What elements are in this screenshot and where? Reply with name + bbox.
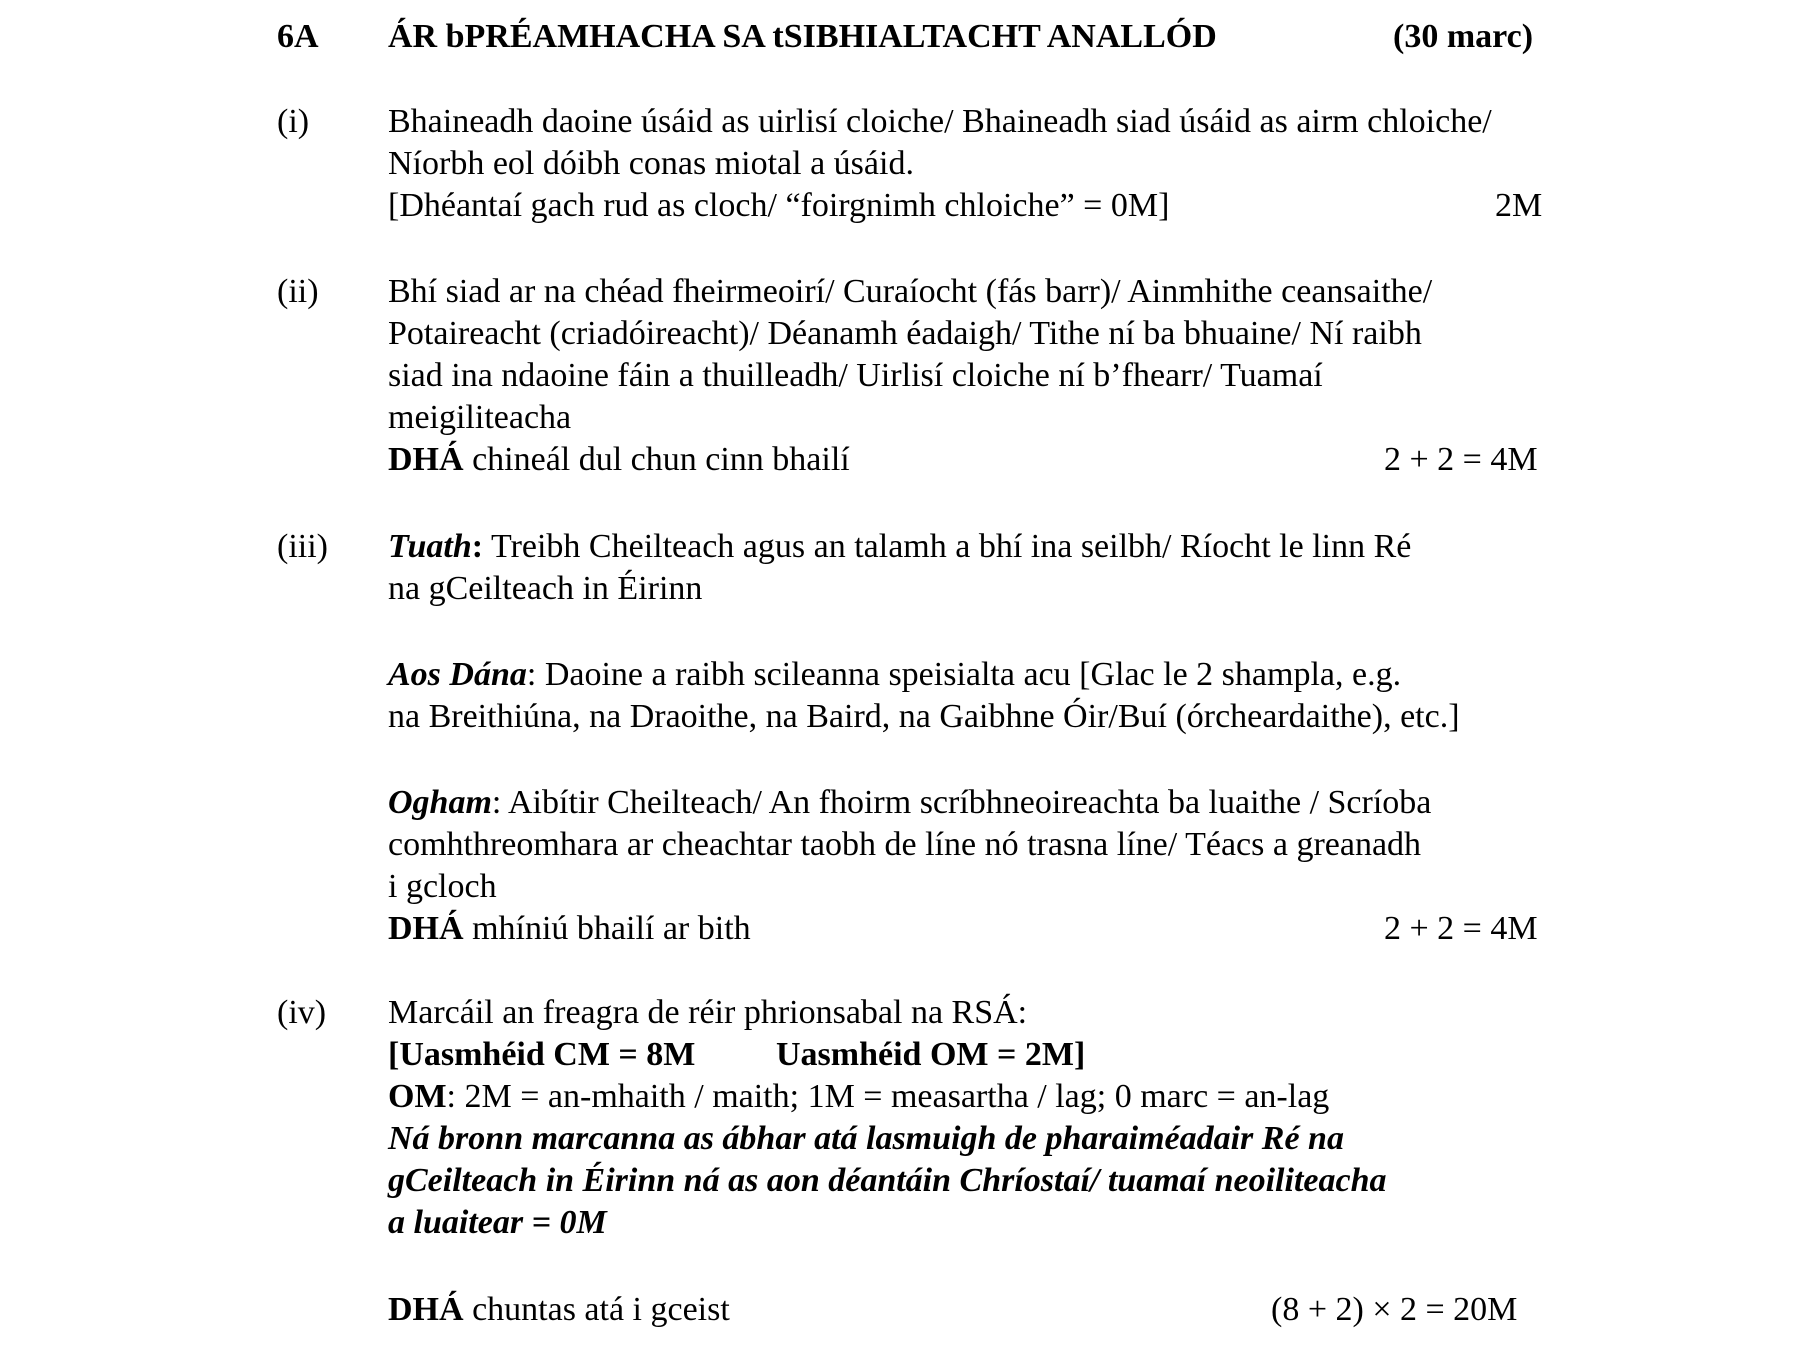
- question-ii-line-1: Bhí siad ar na chéad fheirmeoirí/ Curaíocht (fás barr)/ Ainmhithe ceansaithe/: [388, 273, 1433, 310]
- question-i-body: [388, 101, 1578, 227]
- question-iv-line-1: Marcáil an freagra de réir phrionsabal na RSÁ:: [388, 994, 1028, 1031]
- question-i-line-2: Níorbh eol dóibh conas miotal a úsáid.: [388, 145, 914, 182]
- ogham-term: Ogham: [388, 784, 492, 821]
- question-ii-footer-text: chineál dul chun cinn bhailí: [463, 441, 850, 478]
- question-iv-footer-text: chuntas atá i gceist: [463, 1291, 730, 1328]
- question-iv-italic-2: gCeilteach in Éirinn ná as aon déantáin Chríostaí/ tuamaí neoiliteacha: [388, 1162, 1387, 1199]
- section-header: [0, 16, 1818, 60]
- question-ii-body: [388, 271, 1578, 481]
- om-scale-line: [388, 1076, 1578, 1118]
- section-number: 6A: [277, 18, 319, 55]
- aos-dana-block: [388, 654, 1578, 738]
- question-label-i: (i): [277, 103, 310, 140]
- question-iv-italic-3: a luaitear = 0M: [388, 1204, 607, 1241]
- section-title: ÁR bPRÉAMHACHA SA tSIBHIALTACHT ANALLÓD: [388, 18, 1217, 55]
- tuath-colon: :: [471, 528, 484, 565]
- aos-dana-def-1: : Daoine a raibh scileanna speisialta acu [Glac le 2 shampla, e.g.: [526, 656, 1402, 693]
- section-total-marks: (30 marc): [1393, 18, 1534, 55]
- question-label-iii: (iii): [277, 528, 328, 565]
- question-iv-max-row: [388, 1034, 1578, 1076]
- tuath-line-1: [388, 526, 1578, 568]
- tuath-term: Tuath: [388, 528, 472, 565]
- ogham-def-1: : Aibítir Cheilteach/ An fhoirm scríbhneoireachta ba luaithe / Scríoba: [491, 784, 1432, 821]
- question-iv-mark: (8 + 2) × 2 = 20M: [1271, 1291, 1518, 1328]
- question-iv-footer-bold: DHÁ: [388, 1291, 464, 1328]
- question-iv-footer-row: [388, 1289, 1578, 1331]
- question-label-ii: (ii): [277, 273, 319, 310]
- question-i-note: [Dhéantaí gach rud as cloch/ “foirgnimh chloiche” = 0M]: [388, 187, 1170, 224]
- ogham-block: [388, 782, 1578, 950]
- question-ii-footer-bold: DHÁ: [388, 441, 464, 478]
- question-iii-mark: 2 + 2 = 4M: [1384, 910, 1538, 947]
- question-ii-line-4: meigiliteacha: [388, 399, 572, 436]
- question-i-line-1: Bhaineadh daoine úsáid as uirlisí cloiche/ Bhaineadh siad úsáid as airm chloiche/: [388, 103, 1492, 140]
- max-om: Uasmhéid OM = 2M]: [776, 1036, 1086, 1073]
- question-iii-body: [388, 526, 1578, 610]
- max-cm: [Uasmhéid CM = 8M: [388, 1036, 696, 1073]
- question-ii-mark: 2 + 2 = 4M: [1384, 441, 1538, 478]
- ogham-line-1: [388, 782, 1578, 824]
- tuath-line-2: na gCeilteach in Éirinn: [388, 570, 703, 607]
- question-iii-footer-text: mhíniú bhailí ar bith: [463, 910, 751, 947]
- question-ii-line-2: Potaireacht (criadóireacht)/ Déanamh éadaigh/ Tithe ní ba bhuaine/ Ní raibh: [388, 315, 1422, 352]
- aos-dana-line-1: [388, 654, 1578, 696]
- om-scale: : 2M = an-mhaith / maith; 1M = measartha / lag; 0 marc = an-lag: [446, 1078, 1330, 1115]
- question-i-mark: 2M: [1495, 187, 1543, 224]
- question-label-iv: (iv): [277, 994, 327, 1031]
- aos-dana-term: Aos Dána: [388, 656, 527, 693]
- question-iii-footer-bold: DHÁ: [388, 910, 464, 947]
- question-ii-footer-row: [388, 439, 1578, 481]
- question-iv-body: [388, 992, 1578, 1244]
- tuath-def-1: Treibh Cheilteach agus an talamh a bhí ina seilbh/ Ríocht le linn Ré: [483, 528, 1412, 565]
- question-iv-italic-1: Ná bronn marcanna as ábhar atá lasmuigh de pharaiméadair Ré na: [388, 1120, 1344, 1157]
- question-ii-line-3: siad ina ndaoine fáin a thuilleadh/ Uirlisí cloiche ní b’fhearr/ Tuamaí: [388, 357, 1323, 394]
- question-iii-footer-row: [388, 908, 1578, 950]
- question-iv-footer: [388, 1289, 1578, 1331]
- om-label: OM: [388, 1078, 447, 1115]
- ogham-line-3: i gcloch: [388, 868, 497, 905]
- ogham-line-2: comhthreomhara ar cheachtar taobh de líne nó trasna líne/ Téacs a greanadh: [388, 826, 1422, 863]
- question-i-note-row: [388, 185, 1578, 227]
- aos-dana-line-2: na Breithiúna, na Draoithe, na Baird, na Gaibhne Óir/Buí (órcheardaithe), etc.]: [388, 698, 1460, 735]
